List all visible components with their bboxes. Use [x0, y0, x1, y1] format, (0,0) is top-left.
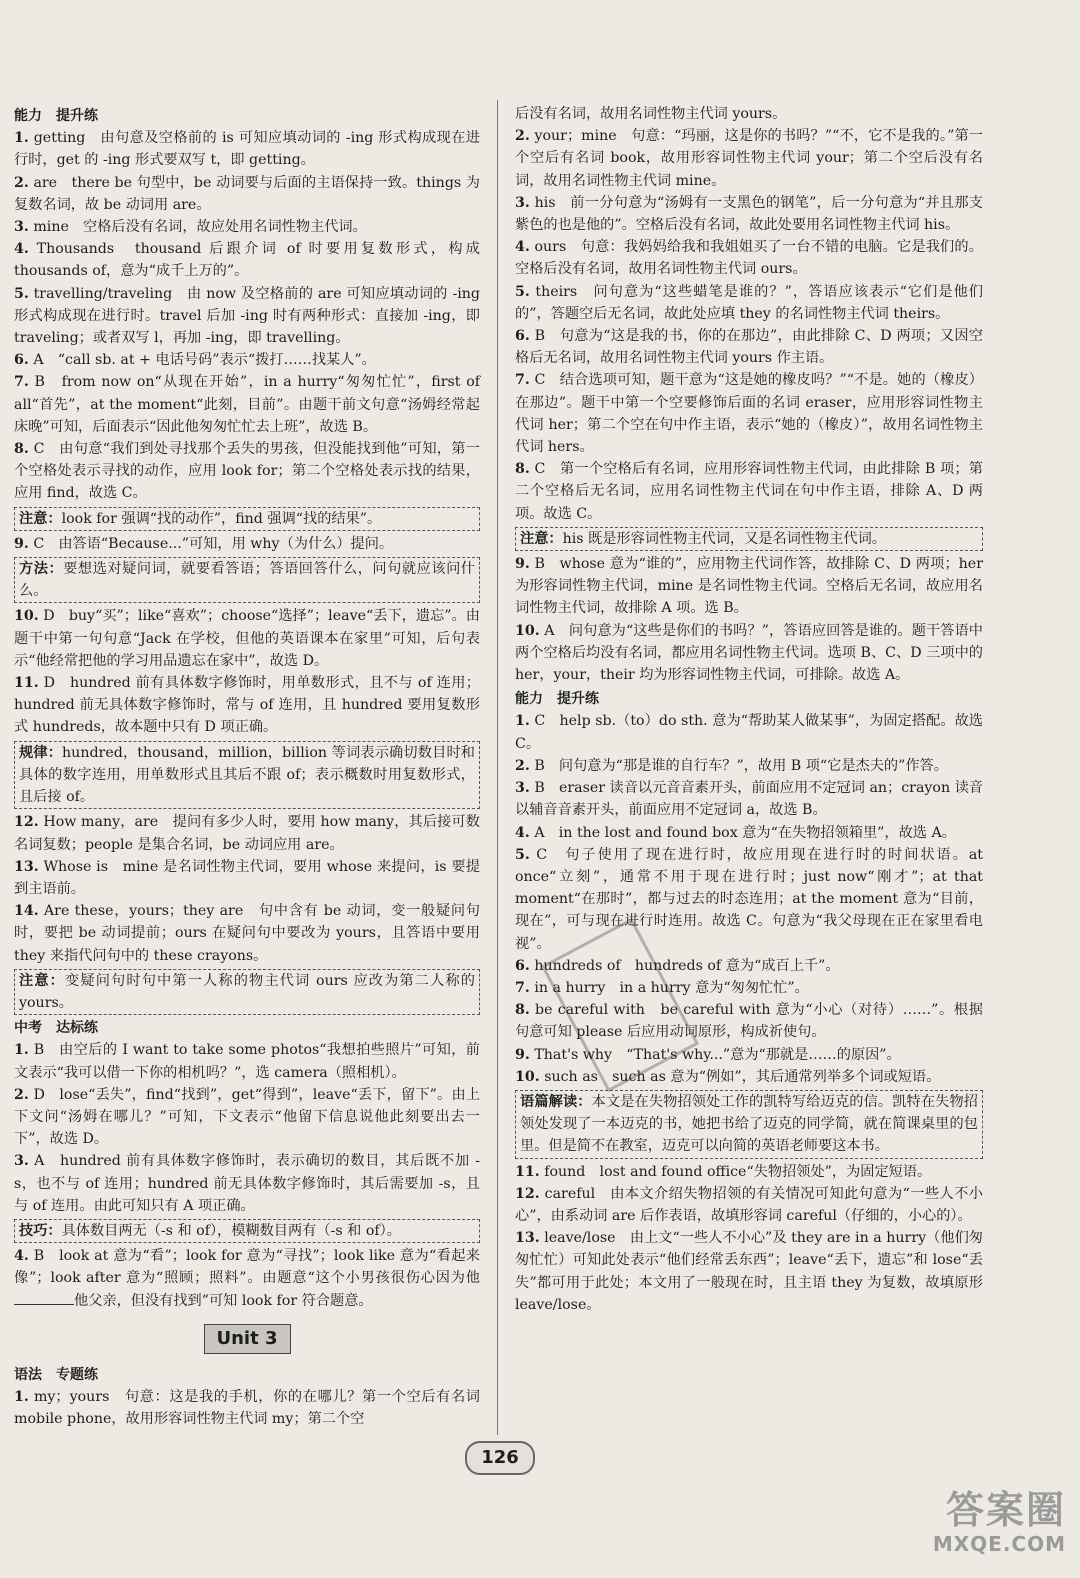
item-number: 5.	[515, 283, 530, 300]
note-text: hundred，thousand，million，billion 等词表示确切数目时和具体的数字连用，用单数形式且其后不跟 of；表示概数时用复数形式，且后接 of。	[19, 744, 475, 806]
item-text: found lost and found office“失物招领处”，为固定短语。	[539, 1163, 932, 1180]
item-number: 5.	[515, 846, 530, 863]
answer-item	[515, 369, 983, 458]
answer-list	[515, 553, 983, 686]
note-label: 技巧：	[19, 1222, 62, 1239]
item-number: 1.	[14, 1388, 29, 1405]
item-text: B eraser 读音以元音音素开头，前面应用不定冠词 an；crayon 读音以辅音音素开头，前面应用不定冠词 a，故选 B。	[515, 780, 983, 819]
item-number: 10.	[515, 622, 540, 639]
item-number: 2.	[515, 757, 530, 774]
item-number: 7.	[515, 979, 530, 996]
answer-item	[14, 438, 480, 505]
answer-item	[14, 672, 480, 739]
item-number: 9.	[14, 535, 29, 552]
item-text: leave/lose 由上文“一些人不小心”及 they are in a hurry（他们匆匆忙忙）可知此处表示“他们经常丢东西”；leave“丢下，遗忘”和 lose“丢失”都可用于此处；本文用了一般现在时，且主语 they 为复数，故填原形 leave/lose。	[515, 1230, 983, 1313]
note-box	[14, 507, 480, 531]
watermark-logo: 答案圈	[945, 1488, 1066, 1532]
item-text: C 由句意“我们到处寻找那个丢失的男孩，但没能找到他”可知，第一个空格处表示寻找的动作，应用 look for；第二个空格处表示找的结果，应用 find，故选 C。	[14, 441, 480, 502]
answer-item	[14, 1245, 480, 1312]
answer-item	[515, 192, 983, 236]
item-text: Whose is mine 是名词性物主代词，要用 whose 来提问，is 要提到主语前。	[14, 858, 480, 897]
item-text: C help sb.（to）do sth. 意为“帮助某人做某事”，为固定搭配。故选 C。	[515, 713, 983, 752]
item-number: 1.	[14, 130, 29, 147]
answer-list	[14, 605, 480, 738]
item-text: C 结合选项可知，题干意为“这是她的橡皮吗？”“不是。她的（橡皮）在那边”。题干中第一个空要修饰后面的名词 eraser，应用形容词性物主代词 her；第二个空在句中作主语，表示“她的（橡皮）”，故用名词性物主代词 hers。	[515, 372, 983, 456]
item-number: 8.	[14, 441, 29, 458]
answer-item	[14, 349, 480, 371]
note-text: 具体数目两无（-s 和 of），模糊数目两有（-s 和 of）。	[61, 1222, 401, 1239]
left-column	[14, 103, 480, 1430]
item-text: D buy“买”；like“喜欢”；choose“选择”；leave“丢下，遗忘”。由题干中第一句句意“Jack 在学校，但他的英语课本在家里”可知，后句表示“他经常把他的学习用品遗忘在家中”，故选 D。	[14, 608, 480, 669]
answer-item	[14, 900, 480, 967]
item-text: D hundred 前有具体数字修饰时，用单数形式，且不与 of 连用；hundred 前无具体数字修饰时，常与 of 连用，且 hundred 要用复数形式 hundreds，故本题中只有 D 项正确。	[14, 675, 480, 736]
note-text: look for 强调“找的动作”，find 强调“找的结果”。	[61, 510, 382, 527]
item-text: A hundred 前有具体数字修饰时，表示确切的数目，其后既不加 -s，也不与 of 连用；hundred 前无具体数字修饰时，其后需要加 -s，且与 of 连用。由此可知只有 A 项正确。	[14, 1153, 480, 1214]
item-number: 12.	[14, 814, 39, 831]
item-text: Are these，yours；they are 句中含有 be 动词，变一般疑问句时，要把 be 动词提前；ours 在疑问句中要改为 yours，且答语中要用 they 来指代问句中的 these crayons。	[14, 903, 480, 964]
answer-item	[515, 325, 983, 369]
item-text: travelling/traveling 由 now 及空格前的 are 可知应填动词的 -ing 形式构成现在进行时。travel 后加 -ing 时有两种形式：直接加 -ing，即 traveling；或者双写 l，再加 -ing，即 travelling。	[14, 285, 480, 347]
note-label: 注意：	[19, 510, 62, 527]
section-heading: 能力 提升练	[14, 108, 98, 124]
item-text: A “call sb. at + 电话号码”表示“拨打……找某人”。	[28, 352, 376, 369]
answer-item	[14, 856, 480, 900]
item-text: careful 由本文介绍失物招领的有关情况可知此句意为“一些人不小心”，由系动词 are 后作表语，故填形容词 careful（仔细的，小心的）。	[515, 1185, 983, 1224]
item-text: your；mine 句意：“玛丽，这是你的书吗？”“不，它不是我的。”第一个空后有名词 book，故用形容词性物主代词 your；第二个空后没有名词，故用名词性物主代词 mine。	[515, 128, 983, 189]
item-text: A in the lost and found box 意为“在失物招领箱里”，故选 A。	[529, 824, 956, 841]
section-heading: 能力 提升练	[515, 691, 599, 708]
answer-item	[515, 1066, 983, 1088]
item-text: are there be 句型中，be 动词要与后面的主语保持一致。things 为复数名词，故 be 动词用 are。	[14, 174, 480, 213]
item-number: 4.	[14, 1248, 29, 1265]
right-column	[515, 103, 983, 1316]
item-text: That's why “That's why...”意为“那就是……的原因”。	[529, 1046, 901, 1063]
item-number: 11.	[14, 675, 39, 692]
answer-item	[515, 710, 983, 754]
item-number: 2.	[515, 128, 530, 145]
note-label: 规律：	[19, 744, 63, 761]
item-number: 3.	[515, 780, 530, 797]
item-number: 4.	[515, 824, 530, 841]
unit-title-wrap	[14, 1324, 480, 1354]
answer-item	[14, 283, 480, 350]
answer-list	[515, 125, 983, 525]
watermark	[866, 1488, 1066, 1568]
item-number: 2.	[14, 174, 29, 191]
note-box	[14, 557, 480, 603]
item-text: my；yours 句意：这是我的手机，你的在哪儿？第一个空后有名词 mobile phone，故用形容词性物主代词 my；第二个空	[14, 1388, 480, 1428]
item-text: A 问句意为“这些是你们的书吗？”，答语应回答是谁的。题干答语中两个空格后均没有名词，都应用名词性物主代词。选项 B、C、D 三项中的 her，your，their 均为形容词性物主代词，可排除。故选 A。	[515, 622, 983, 684]
item-text: ours 句意：我妈妈给我和我姐姐买了一台不错的电脑。它是我们的。空格后没有名词，故用名词性物主代词 ours。	[515, 239, 983, 278]
continued-text: 后没有名词，故用名词性物主代词 yours。	[515, 106, 787, 122]
column-divider	[497, 100, 498, 1435]
answer-item	[14, 238, 480, 282]
section-heading: 中考 达标练	[14, 1020, 98, 1037]
item-text: B from now on“从现在开始”，in a hurry“匆匆忙忙”，first of all“首先”，at the moment“此刻，目前”。由题干前文句意“汤姆经常起床晚”可知，后面表示“因此他匆匆忙忙去上班”，故选 B。	[14, 374, 480, 435]
note-box	[515, 527, 983, 551]
unit-title: Unit 3	[204, 1324, 291, 1354]
item-text: in a hurry in a hurry 意为“匆匆忙忙”。	[529, 979, 809, 996]
note-text: 要想选对疑问词，就要看答语；答语回答什么，问句就应该问什么。	[19, 561, 475, 600]
answer-item	[14, 371, 480, 438]
answer-item	[14, 216, 480, 238]
item-text: 他父亲，但没有找到”可知 look for 符合题意。	[74, 1292, 373, 1309]
item-number: 7.	[515, 372, 530, 389]
note-box	[14, 741, 480, 810]
note-box	[14, 969, 480, 1015]
watermark-url: MXQE.COM	[932, 1532, 1066, 1556]
item-text: B whose 意为“谁的”，应用物主代词作答，故排除 C、D 两项；her 为形容词性物主代词，mine 是名词性物主代词。空格后无名词，故应用名词性物主代词，故排除 A 项。选 B。	[515, 556, 983, 617]
item-text: hundreds of hundreds of 意为“成百上千”。	[529, 957, 840, 974]
answer-item	[515, 620, 983, 687]
note-box	[14, 1219, 480, 1243]
item-number: 7.	[14, 374, 29, 391]
item-text: C 句子使用了现在进行时，故应用现在进行时的时间状语。at once“立刻”，通常不用于现在进行时；just now“刚才”；at that moment“在那时”，都与过去的时态连用；at the moment 意为“目前，现在”，可与现在进行时连用。故选 C。句意为“我父母现在正在家里看电视”。	[515, 846, 983, 952]
item-text: B 问句意为“那是谁的自行车？”，故用 B 项“它是杰夫的”作答。	[529, 757, 948, 774]
answer-item	[515, 1183, 983, 1227]
item-text: mine 空格后没有名词，故应处用名词性物主代词。	[28, 219, 367, 236]
answer-list	[14, 127, 480, 504]
answer-item	[14, 1386, 480, 1430]
answer-item	[14, 127, 480, 171]
answer-item	[515, 236, 983, 280]
answer-list	[515, 1161, 983, 1316]
item-number: 12.	[515, 1185, 540, 1202]
item-number: 6.	[515, 328, 530, 345]
answer-item	[14, 811, 480, 855]
item-text: C 第一个空格后有名词，应用形容词性物主代词，由此排除 B 项；第二个空格后无名词，应用名词性物主代词在句中作主语，排除 A、D 两项。故选 C。	[515, 461, 983, 522]
item-number: 9.	[515, 1046, 530, 1063]
item-number: 10.	[515, 1068, 540, 1085]
answer-item	[14, 1039, 480, 1083]
item-text: B look at 意为“看”；look for 意为“寻找”；look like 意为“看起来像”；look after 意为“照顾；照料”。由题意“这个小男孩很伤心因为他	[14, 1248, 480, 1287]
note-box	[515, 1090, 983, 1159]
item-text: B 句意为“这是我的书，你的在那边”，由此排除 C、D 两项；又因空格后无名词，故用名词性物主代词 yours 作主语。	[515, 328, 983, 367]
item-text: his 前一分句意为“汤姆有一支黑色的钢笔”，后一分句意为“并且那支紫色的也是他的”。空格后没有名词，故此处要用名词性物主代词 his。	[515, 194, 983, 234]
answer-item	[515, 755, 983, 777]
note-label: 方法：	[19, 561, 64, 578]
fill-blank	[14, 1290, 74, 1305]
page-number: 126	[465, 1441, 535, 1475]
item-text: How many，are 提问有多少人时，要用 how many，其后接可数名词复数；people 是集合名词，be 动词应用 are。	[14, 814, 480, 853]
answer-item	[515, 281, 983, 325]
item-text: D lose“丢失”，find“找到”，get“得到”，leave“丢下，留下”。由上下文问“汤姆在哪儿？”可知，下文表示“他留下信息说他此刻要出去一下”，故选 D。	[14, 1086, 480, 1148]
item-text: theirs 问句意为“这些蜡笔是谁的？”，答语应该表示“它们是他们的”，答题空后无名词，故此处应填 they 的名词性物主代词 theirs。	[515, 283, 983, 322]
answer-item	[14, 1084, 480, 1151]
item-number: 1.	[14, 1042, 29, 1059]
answer-item	[14, 1150, 480, 1217]
answer-item	[14, 172, 480, 216]
note-label: 注意：	[520, 530, 563, 547]
note-text: 变疑问句时句中第一人称的物主代词 ours 应改为第二人称的 yours。	[19, 972, 475, 1011]
item-text: getting 由句意及空格前的 is 可知应填动词的 -ing 形式构成现在进行时，get 的 -ing 形式要双写 t，即 getting。	[14, 130, 480, 169]
item-number: 4.	[14, 241, 29, 258]
item-number: 11.	[515, 1163, 540, 1180]
answer-item	[14, 605, 480, 672]
answer-list	[14, 811, 480, 966]
item-number: 5.	[14, 285, 29, 302]
answer-item	[515, 553, 983, 620]
item-number: 14.	[14, 903, 39, 920]
item-text: B 由空后的 I want to take some photos“我想拍些照片”可知，前文表示“我可以借一下你的相机吗？”，选 camera（照相机）。	[14, 1042, 480, 1081]
item-text: be careful with be careful with 意为“小心（对待）……”。根据句意可知 please 后应用动词原形，构成祈使句。	[515, 1002, 983, 1041]
answer-item	[515, 1227, 983, 1316]
answer-item	[515, 1161, 983, 1183]
answer-list	[14, 1039, 480, 1217]
section-heading: 语法 专题练	[14, 1366, 98, 1383]
answer-item	[515, 458, 983, 525]
note-label: 注意：	[19, 972, 66, 989]
answer-item	[515, 125, 983, 192]
answer-item	[515, 822, 983, 844]
item-number: 13.	[515, 1230, 540, 1247]
item-number: 2.	[14, 1086, 29, 1103]
item-number: 6.	[14, 352, 29, 369]
item-number: 9.	[515, 556, 530, 573]
item-number: 8.	[515, 1002, 530, 1019]
item-text: C 由答语“Because...”可知，用 why（为什么）提问。	[33, 535, 394, 552]
note-text: his 既是形容词性物主代词，又是名词性物主代词。	[562, 530, 886, 547]
item-number: 13.	[14, 858, 39, 875]
item-number: 3.	[515, 194, 530, 211]
note-text: 本文是在失物招领处工作的凯特写给迈克的信。凯特在失物招领处发现了一本迈克的书，她把书给了迈克的同学简，就在简课桌里的包里。但是简不在教室，迈克可以向简的英语老师要这本书。	[520, 1093, 978, 1155]
answer-item	[14, 533, 480, 555]
answer-item	[515, 777, 983, 821]
note-label: 语篇解读：	[520, 1093, 592, 1110]
item-number: 10.	[14, 608, 39, 625]
item-text: such as such as 意为“例如”，其后通常列举多个词或短语。	[539, 1068, 941, 1085]
item-number: 3.	[14, 219, 29, 236]
item-number: 8.	[515, 461, 530, 478]
item-number: 6.	[515, 957, 530, 974]
item-number: 4.	[515, 239, 530, 256]
item-text: Thousands thousand 后跟介词 of 时要用复数形式，构成 thousands of，意为“成千上万的”。	[14, 241, 480, 280]
item-number: 1.	[515, 713, 530, 730]
item-number: 3.	[14, 1153, 29, 1170]
